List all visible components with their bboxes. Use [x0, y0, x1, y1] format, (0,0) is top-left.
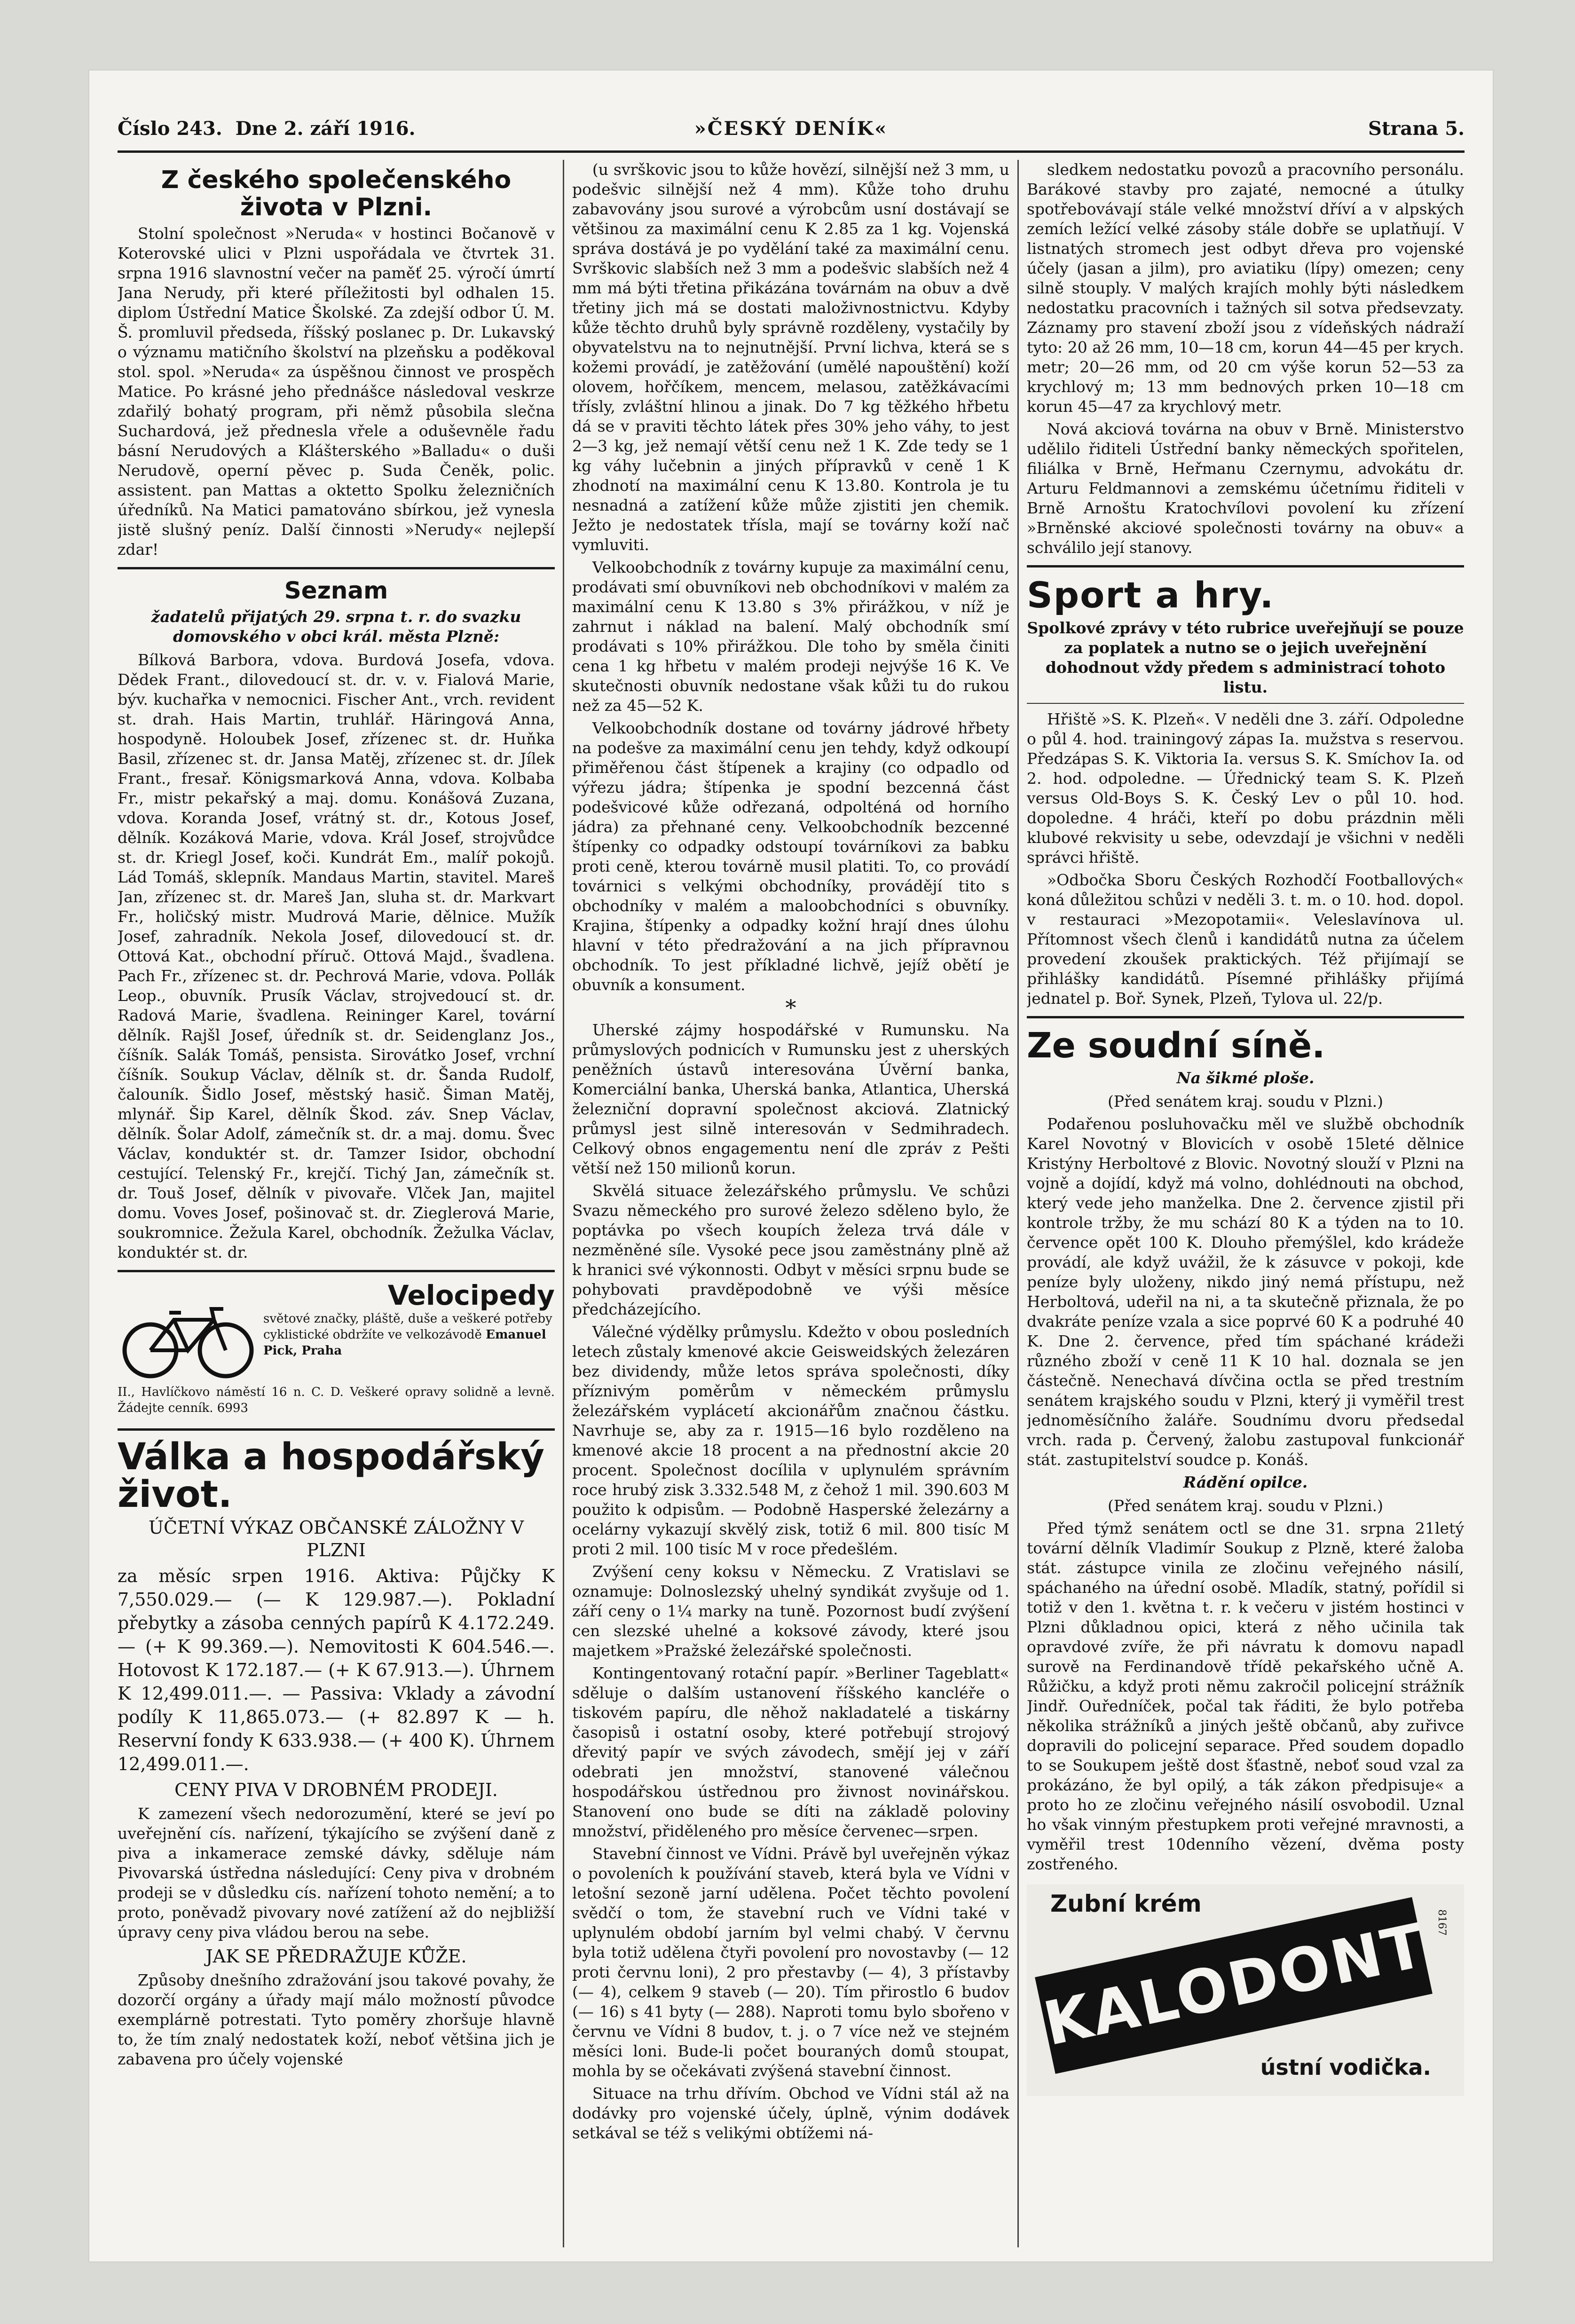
beer-price-title: CENY PIVA V DROBNÉM PRODEJI. — [174, 1780, 498, 1800]
sport-notice: Spolkové zprávy v této rubrice uveřejňují se pouze za poplatek a nutno se o jejich uveřejnění dohodnout vždy předem s administrací tohoto listu. — [1027, 619, 1464, 696]
news-rotary-paper: Kontingentovaný rotační papír. »Berliner Tageblatt« sděluje o dalším ustanovení říšského kancléře o tiskovém papíru, dle něhož nakladatelé a tiskárny časopisů i ostatní osoby, které potřebují strojový dřevitý papír ve svých závodech, smějí jej v září odebrati jen množství, stanovené válečnou hospodářskou ústřednou pro živnost novinářskou. Stanovení ono bude se díti na základě poloviny množství, přiděleného pro měsíce červenec—srpen. — [572, 1664, 1009, 1840]
separator — [118, 1428, 555, 1431]
page-number: Strana 5. — [1368, 118, 1465, 140]
kalodont-ad — [1027, 1884, 1464, 2096]
leather-wholesale: Velkoobchodník z továrny kupuje za maximální cenu, prodávati smí obuvníkovi neb obchodníkovi v malém za maximální cenu K 13.80 s 3% přirážkou, v níž je zahrnut i náklad na balení. Malý obchodník smí prodávati s 10% přirážkou. Dle toho by směla činiti cena 1 kg hřbetu v malém prodeji nejvýše 16 K. Ve skutečnosti obuvník nedostane však kůži tu do rukou než za 45—52 K. — [572, 558, 1009, 715]
seznam-subtitle: žadatelů přijatých 29. srpna t. r. do svazku domovského v obci král. města Plzně: — [151, 607, 521, 646]
ad-code: 8167 — [1436, 1909, 1448, 1936]
kalodont-subtitle: ústní vodička. — [1260, 2055, 1431, 2080]
seznam-list: Bílková Barbora, vdova. Burdová Josefa, vdova. Dědek Frant., dilovedoucí st. dr. v. v. Fialová Marie, býv. kuchařka v nemocnici. Fischer Ant., vrch. revident st. drah. Hais Martin, truhlář. Häringová Anna, hospodyně. Holoubek Josef, zřízenec st. dr. Huňka Basil, zřízenec st. dr. Jansa Matěj, zřízenec st. dr. Jílek Frant., fresař. Königsmarková Anna, vdova. Kolbaba Fr., mistr pekařský a maj. domu. Konášová Zuzana, vdova. Koranda Josef, vrátný st. dr., Kotous Josef, dělník. Kozáková Marie, vdova. Král Josef, strojvůdce st. dr. Kriegl Josef, koči. Kundrát Em., malíř pokojů. Lád Tomáš, sklepník. Mandaus Martin, stavitel. Mareš Jan, zřízenec st. dr. Mareš Jan, sluha st. dr. Markvart Fr., holičský mistr. Mudrová Marie, dělnice. Mužík Josef, zahradník. Nekola Josef, dilovedoucí st. dr. Ottová Kat., obchodní příruč. Ottová Majd., švadlena. Pach Fr., zřízenec st. dr. Pechrová Marie, vdova. Pollák Leop., obuvník. Prusík Václav, strojvedoucí st. dr. Radová Marie, švadlena. Reininger Karel, tovární dělník. Rajšl Josef, úředník st. dr. Seidenglanz Jos., číšník. Salák Tomáš, pensista. Sirovátko Josef, vrchní číšník. Soukup Václav, dělník st. dr. Šanda Rudolf, čalouník. Šidlo Josef, městský hasič. Šiman Matěj, mlynář. Šip Karel, dělník Škod. záv. Snep Václav, dělník. Šolar Adolf, zámečník st. dr. a maj. domu. Švec Václav, konduktér st. dr. Tamzer Isidor, obchodní cestující. Telenský Fr., krejčí. Tichý Jan, zámečník st. dr. Touš Josef, dělník v pivovaře. Vlček Jan, majitel domu. Voves Josef, pošinovač st. dr. Zieglerová Marie, soukromnice. Žežula Karel, obchodník. Žežulka Václav, konduktér st. dr. — [118, 651, 555, 1261]
heading-war-economy: Válka a hospodářský život. — [118, 1436, 544, 1516]
leather-soles: Velkoobchodník dostane od továrny jádrové hřbety na podešve za maximální cenu jen tehdy, když odkoupí přiměřenou část štípenek a krajiny (co odpadlo od výřezu jádra; štípenka je spodní bezcenná část podešvicové kůže odřezaná, odpolténá od horního jádra) za přehnané ceny. Velkoobchodník bezcenné štípenky co odpadky odstoupí továrníkovi za babku proti ceně, kterou továrně musil platiti. To, co provádí továrnici s velkými obchodníky, provádějí tito s obchodníky v malém a maloobchodníci s obuvníky. Krajina, štípenky a odpadky kožní hrají dnes úlohu hlavní v této předražování a na jich přípravnou obchodník. To jest příkladné lichvě, jejíž obětí je obuvník a konsument. — [572, 719, 1009, 994]
newspaper-page — [89, 71, 1493, 2261]
velocipede-ad-footer — [118, 1384, 555, 1416]
heading-seznam: Seznam — [284, 577, 388, 604]
court-case-2-title: Rádění opilce. — [1183, 1473, 1308, 1491]
kalodont-ad-title: Zubní krém — [1050, 1890, 1202, 1917]
heading-sport: Sport a hry. — [1027, 574, 1275, 616]
report-body: za měsíc srpen 1916. Aktiva: Půjčky K 7,550.029.— (— K 129.987.—). Pokladní přebytky a zásoba cenných papírů K 4.172.249.— (+ K 99.369.—). Nemovitosti K 604.546.—. Hotovost K 172.187.— (+ K 67.913.—). Úhrnem K 12,499.011.—. — Passiva: Vklady a závodní podíly K 11,865.073.— (+ 82.897 K — h. Reservní fondy K 633.938.— (+ 400 K). Úhrnem 12,499.011.—. — [118, 1566, 555, 1774]
velocipede-ad-desc: světové značky, pláště, duše a veškeré potřeby cyklistické obdržíte ve velkozávodě — [263, 1312, 552, 1342]
news-brno-factory: Nová akciová továrna na obuv v Brně. Ministerstvo udělilo řiditeli Ústřední banky německých spořitelen, filiálka v Brně, Heřmanu Czernymu, advokátu dr. Arturu Feldmannovi a zemskému účetnímu řiditeli v Brně Arnoštu Kratochvílovi povolení ku zřízení »Brněnské akciové společnosti továrny na obuv« a schválilo její stanovy. — [1027, 420, 1464, 557]
separator — [118, 1270, 555, 1272]
asterisk-separator: * — [785, 995, 796, 1020]
sport-referees: »Odbočka Sboru Českých Rozhodčí Footballových« koná důležitou schůzi v neděli 3. t. m. o 10. hod. dopol. v restauraci »Mezopotamii«. Veleslavínova ul. Přítomnost všech členů i kandidátů nutna za účelem provedení zkoušek praktických. Též přijímají se přihlášky kandidátů. Písemné přihlášky přijímá jednatel p. Boř. Synek, Plzeň, Tylova ul. 22/p. — [1027, 871, 1464, 1008]
column-divider — [1017, 160, 1019, 2247]
court-case-1-senate: (Před senátem kraj. soudu v Plzni.) — [1108, 1092, 1383, 1111]
leather-continued: (u svrškovic jsou to kůže hovězí, silnější než 3 mm, u podešvic silnější než 4 mm). Kůže toho druhu zabavovány jsou surové a výrobcům usní dostávají se většinou za maximální cenu K 2.85 za 1 kg. Vojenská správa dostává je po vydělání také za maximální cenu. Svrškovic slabších než 3 mm a podešvic slabších než 4 mm má býti třetina přikázána továrnám na obuv a dvě třetiny jich má se dostati maloživnostnictvu. Kdyby kůže těchto druhů byly správně rozděleny, vystačily by obyvatelstvu na to nejnutnější. První lichva, která se s kožemi provádí, je zatěžování (umělé napouštění) koží olovem, hořčíkem, mencem, melasou, zatěžkávacími třísly, zvláštní hlinou a jinak. Do 7 kg těžkého hřbetu dá se v praviti těchto látek přes 30% jeho váhy, to jest 2—3 kg, jež nemají větší cenu než 1 K. Zde tedy se 1 kg váhy lučebnin a jiných přípravků v ceně 1 K zhodnotí na maximální cenu K 13.80. Kontrola je tu nesnadná a zatížení kůže může zjistiti jen chemik. Ježto je nedostatek třísla, mají se továrny koží nač vymluviti. — [572, 160, 1009, 554]
separator — [118, 567, 555, 569]
issue-number: Číslo 243. — [118, 118, 222, 140]
leather-title: JAK SE PŘEDRAŽUJE KŮŽE. — [205, 1946, 467, 1967]
news-iron-industry: Skvělá situace železářského průmyslu. Ve schůzi Svazu německého pro surové železo sděleno bylo, že poptávka po všech koupích železa trvá dále v nezměněné síle. Vysoké pece jsou zaměstnány plně až k hranici své výkonnosti. Odbyt v měsíci srpnu bude se pohybovati pravděpodobně ve výši měsíce předcházejícího. — [572, 1182, 1009, 1318]
velocipede-ad-address: II., Havlíčkovo náměstí 16 n. C. D. Veškeré opravy solidně a levně. Žádejte cenník. — [118, 1385, 555, 1415]
news-romania: Uherské zájmy hospodářské v Rumunsku. Na průmyslových podnicích v Rumunsku jest z uherských peněžních ústavů interesována Úvěrní banka, Komerciální banka, Uherská banka, Atlantica, Uherská železniční dopravní společnost akciová. Zlatnický průmysl jest silně interesován v Sedmihradech. Celkový obnos engagementu není dle zpráv z Pešti větší než 150 milionů korun. — [572, 1021, 1009, 1177]
court-case-2-body: Před týmž senátem octl se dne 31. srpna 21letý tovární dělník Vladimír Soukup z Plzně, které žaloba stát. zástupce vinila ze zločinu veřejného násilí, spáchaného na úřední osobě. Mladík, statný, pořídil si totiž v den 1. května t. r. k večeru v jistém hostinci v Plzni důkladnou opici, která z něho učinila tak opravdové zvíře, že při návratu k domovu napadl surově na Ferdinandově třídě pekařského učně A. Růžičku, a když proti němu zakročil policejní strážník Jindř. Ouředníček, počal tak řáditi, že bylo potřeba několika strážníků a jiných ještě občanů, aby zuřivce dopravili do policejní separace. Před soudem dopadlo to se Soukupem ještě dost šťastně, neboť soud vzal za prokázáno, že byl opilý, a ták zákon předpisuje« a proto ho ze zločinu veřejného násilí osvobodil. Uznal ho však vinným přestupkem proti veřejné mravnosti, a vyměřil trest 10denního vězení, dvěma posty zostřeného. — [1027, 1519, 1464, 1873]
report-title: ÚČETNÍ VÝKAZ OBČANSKÉ ZÁLOŽNY V PLZNI — [148, 1517, 524, 1560]
issue-date: Dne 2. září 1916. — [235, 118, 416, 140]
masthead-rule — [118, 150, 1465, 153]
column-2 — [572, 160, 1009, 2247]
velocipede-ad-firm: Emanuel Pick, Praha — [263, 1328, 546, 1358]
heading-social-life: Z českého společenského života v Plzni. — [161, 166, 512, 221]
court-case-1-body: Podařenou posluhovačku měl ve službě obchodník Karel Novotný v Blovicích v osobě 15leté dělnice Kristýny Herboltové z Blovic. Novotný slouží v Plzni na vojně a dojídí, když má volno, dohlédnouti na obchod, který vede jeho manželka. Dne 2. července zjistil při kontrole tržby, že mu schází 80 K a týden na to 10. července opět 100 K. Dlouho přemýšlel, kdo krádeže provádí, ale když uvážil, že k zásuvce v pokoji, kde peníze byly uloženy, nikdo jiný nemá přístupu, než Herboltová, udeřil na ni, a ta skutečně přiznala, že po dvakráte peníze vzala a sice poprvé 60 K a podruhé 40 K. Dne 2. července, před tím spáchané krádeži různého zboží v ceně 11 K 10 hal. doznala se jen částečně. Nenechavá dívčina octla se před trestním senátem krajského soudu v Plzni, který ji vyměřil trest jednoměsíčního žaláře. Soudnímu dvoru předsedal vrch. rada p. Červený, žalobu zastupoval funkcionář stát. zastupitelství soudce p. Konáš. — [1027, 1115, 1464, 1469]
separator — [1027, 1016, 1464, 1018]
newspaper-title: »ČESKÝ DENÍK« — [694, 118, 888, 140]
news-coke-price: Zvýšení ceny koksu v Německu. Z Vratislavi se oznamuje: Dolnoslezský uhelný syndikát zvyšuje od 1. září ceny o 1¼ marky na tuně. Pozornost budí zvýšení cen slezské uhelné a koksové závody, které jsou majetkem »Pražské železářské společnosti. — [572, 1562, 1009, 1660]
separator — [1027, 703, 1464, 704]
column-3 — [1027, 160, 1464, 2247]
court-case-2-senate: (Před senátem kraj. soudu v Plzni.) — [1108, 1497, 1383, 1515]
news-war-profits: Válečné výdělky průmyslu. Kdežto v obou posledních letech zůstaly kmenové akcie Geisweidských železáren bez dividendy, může letos správa společnosti, díky příznivým poměrům v německém průmyslu železářském vyplácetí akcionářům značnou částku. Navrhuje se, aby za r. 1915—16 bylo rozděleno na kmenové akcie 18 procent a na přednostní akcie 20 procent. Společnost docílila v uplynulém správním roce hrubý zisk 3.332.548 M, z čehož 1 mil. 390.603 M použito k odpisům. — Podobně Hasperské železárny a ocelárny vykazují skvělý zisk, totiž 6 mil. 800 tisíc M proti 2 mil. 100 tisíc M v roce předešlém. — [572, 1323, 1009, 1558]
kalodont-brand: KALODONT — [1035, 1897, 1433, 2074]
article-neruda: Stolní společnost »Neruda« v hostinci Bočanově v Koterovské ulici v Plzni uspořádala ve čtvrtek 31. srpna 1916 slavnostní večer na paměť 25. výročí úmrtí Jana Nerudy, při které příležitosti byl odhalen 15. diplom Ústřední Matice Školské. Za zdejší odbor Ú. M. Š. promluvil předseda, říšský poslanec p. Dr. Lukavský o významu matičního školství na plzeňsku a poděkoval stol. spol. »Neruda« za úspěšnou činnost ve prospěch Matice. Po krásné jeho přednášce následoval veskrze zdařilý bohatý program, při němž působila slečna Suchardová, jež přednesla vřele a oduševněle řadu básní Nerudových a Klášterského »Balladu« o duši Nerudově, operní pěvec p. Suda Čeněk, polic. assistent. pan Mattas a oktetto Spolku železničních úředníků. Na Matici pamatováno sbírkou, jež vynesla jistě slušný peníz. Další činnosti »Nerudy« nejlepší zdar! — [118, 224, 555, 559]
masthead — [118, 113, 1465, 146]
sport-sk-plzen: Hřiště »S. K. Plzeň«. V neděli dne 3. září. Odpoledne o půl 4. hod. trainingový zápas Ia. mužstva s reservou. Předzápas S. K. Viktoria Ia. versus S. K. Smíchov Ia. od 2. hod. odpoledne. — Úřednický team S. K. Plzeň versus Old-Boys S. K. Český Lev o půl 10. hod. dopoledne. 4 hráči, kteří po dobu prázdnin měli klubové rekvisity u sebe, odevzdají je všichni v neděli správci hřiště. — [1027, 710, 1464, 867]
velocipede-ad-title: Velocipedy — [387, 1279, 555, 1311]
column-1 — [118, 160, 555, 2247]
separator — [1027, 565, 1464, 567]
bicycle-icon — [118, 1299, 259, 1379]
beer-price-body: K zamezení všech nedorozumění, které se jeví po uveřejnění cís. nařízení, týkajícího se zvýšení daně z piva a inkamerace zemské dávky, sděluje nám Pivovarská ústředna následující: Ceny piva v drobném prodeji se v důsledku cís. nařízení tohoto nemění; a to proto, poněvadž pivovary nové zatížení až do nejbližší úpravy ceny piva vládou berou na sebe. — [118, 1804, 555, 1941]
wood-market-continued: sledkem nedostatku povozů a pracovního personálu. Barákové stavby pro zajaté, nemocné a útulky spotřebovávají stále velké množství dříví a v alpských zemích ležící velké zásoby stále dobře se uplatňují. V listnatých stromech jest odbyt dřeva pro vojenské účely (jasan a jilm), pro aviatiku (lípy) omezen; ceny silně stouply. V malých krajích mohly býti následkem nedostatku pracovních i tažných sil sotva předsevzaty. Záznamy pro stavení zboží jsou z vídeňských nádraží tyto: 20 až 26 mm, 10—18 cm, korun 44—45 per krych. metr; 20—26 mm, od 20 cm výše korun 52—53 za krychlový m; 13 mm bednových prken 10—18 cm korun 45—47 za krychlový metr. — [1027, 160, 1464, 416]
heading-court: Ze soudní síně. — [1027, 1025, 1325, 1066]
ad-code: 6993 — [217, 1401, 248, 1415]
velocipede-ad-text — [263, 1280, 555, 1359]
column-divider — [563, 160, 564, 2247]
leather-body: Způsoby dnešního zdražování jsou takové povahy, že dozorčí orgány a úřady mají málo možností původce exemplárně potrestati. Tyto poměry zhoršuje hlavně to, že tím znalý nedostatek koží, neboť většina jich je zabavena pro účely vojenské — [118, 1971, 555, 2068]
news-wood-market: Situace na trhu dřívím. Obchod ve Vídni stál až na dodávky pro vojenské účely, úplně, výnim dodávek setkával se též s velikými obtížemi ná- — [572, 2084, 1009, 2142]
velocipede-ad — [118, 1280, 555, 1421]
news-vienna-building: Stavební činnost ve Vídni. Právě byl uveřejněn výkaz o povoleních k používání staveb, která byla ve Vídni v letošní sezoně jarní udělena. Počet těchto povolení svědčí o tom, že stavební ruch ve Vídni také v uplynulém období jarním byl velmi chabý. V červnu byla totiž udělena čtyři povolení pro novostavby (— 12 proti červnu loni), 2 pro přestavby (— 4), 3 přístavby (— 4), celkem 9 staveb (— 20). Tím přirostlo 6 budov (— 16) s 41 byty (— 288). Naproti tomu bylo sbořeno v červnu ve Vídni 8 budov, t. j. o 7 více než ve stejném měsíci loni. Bude-li počet bouraných domů stoupat, mohla by se očekávati zvýšená stavební činnost. — [572, 1844, 1009, 2080]
court-case-1-title: Na šikmé ploše. — [1176, 1069, 1315, 1087]
